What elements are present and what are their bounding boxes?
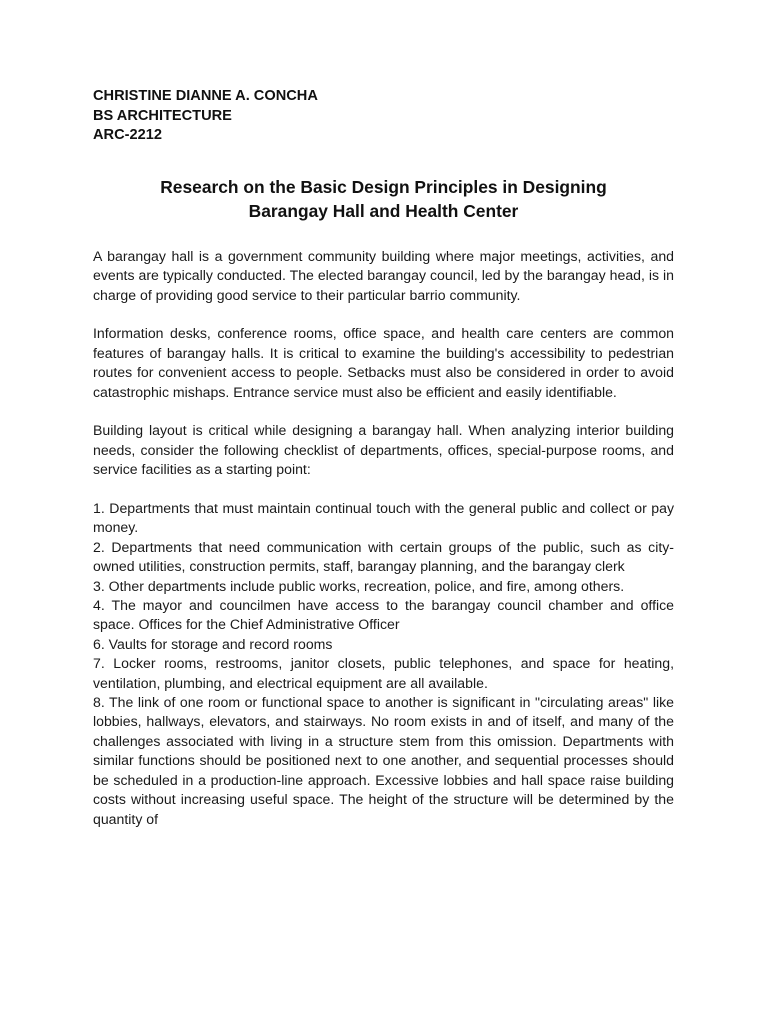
title-line-2: Barangay Hall and Health Center: [248, 200, 519, 221]
list-item: 4. The mayor and councilmen have access to the barangay council chamber and office space. Offices for the Chief Administrative Officer: [93, 597, 674, 633]
paragraph-intro: A barangay hall is a government community building where major meetings, activities, and events are typically conducted. The elected barangay council, led by the barangay head, is in charge of providing good service to their particular barrio community.: [93, 247, 674, 303]
paragraph-layout: Building layout is critical while designing a barangay hall. When analyzing interior building needs, consider the following checklist of departments, offices, special-purpose rooms, and service facilities as a starting point:: [93, 422, 674, 478]
department-checklist: [93, 499, 674, 829]
list-item: 6. Vaults for storage and record rooms: [93, 635, 333, 652]
author-name: CHRISTINE DIANNE A. CONCHA: [93, 88, 318, 104]
list-item: 2. Departments that need communication with certain groups of the public, such as city-owned utilities, construction permits, staff, barangay planning, and the barangay clerk: [93, 538, 674, 575]
author-header: [93, 87, 674, 146]
degree-program: BS ARCHITECTURE: [93, 107, 232, 124]
list-item: 3. Other departments include public works, recreation, police, and fire, among others.: [93, 577, 625, 594]
title-line-1: Research on the Basic Design Principles in Designing: [160, 176, 607, 197]
list-item: 1. Departments that must maintain continual touch with the general public and collect or pay money.: [93, 500, 674, 536]
course-code: ARC-2212: [93, 127, 162, 144]
list-item: 7. Locker rooms, restrooms, janitor closets, public telephones, and space for heating, ventilation, plumbing, and electrical equipment are all available.: [93, 655, 674, 691]
paragraph-features: Information desks, conference rooms, office space, and health care centers are common features of barangay halls. It is critical to examine the building's accessibility to pedestrian routes for convenient access to people. Setbacks must also be considered in order to avoid catastrophic mishaps. Entrance service must also be efficient and easily identifiable.: [93, 325, 674, 400]
document-title: [93, 175, 674, 223]
list-item: 8. The link of one room or functional space to another is significant in "circulating areas" like lobbies, hallways, elevators, and stairways. No room exists in and of itself, and many of the challenges associated with living in a structure stem from this omission. Departments with similar functions should be positioned next to one another, and sequential processes should be scheduled in a production-line approach. Excessive lobbies and hall space raise building costs without increasing useful space. The height of the structure will be determined by the quantity of: [93, 694, 674, 827]
